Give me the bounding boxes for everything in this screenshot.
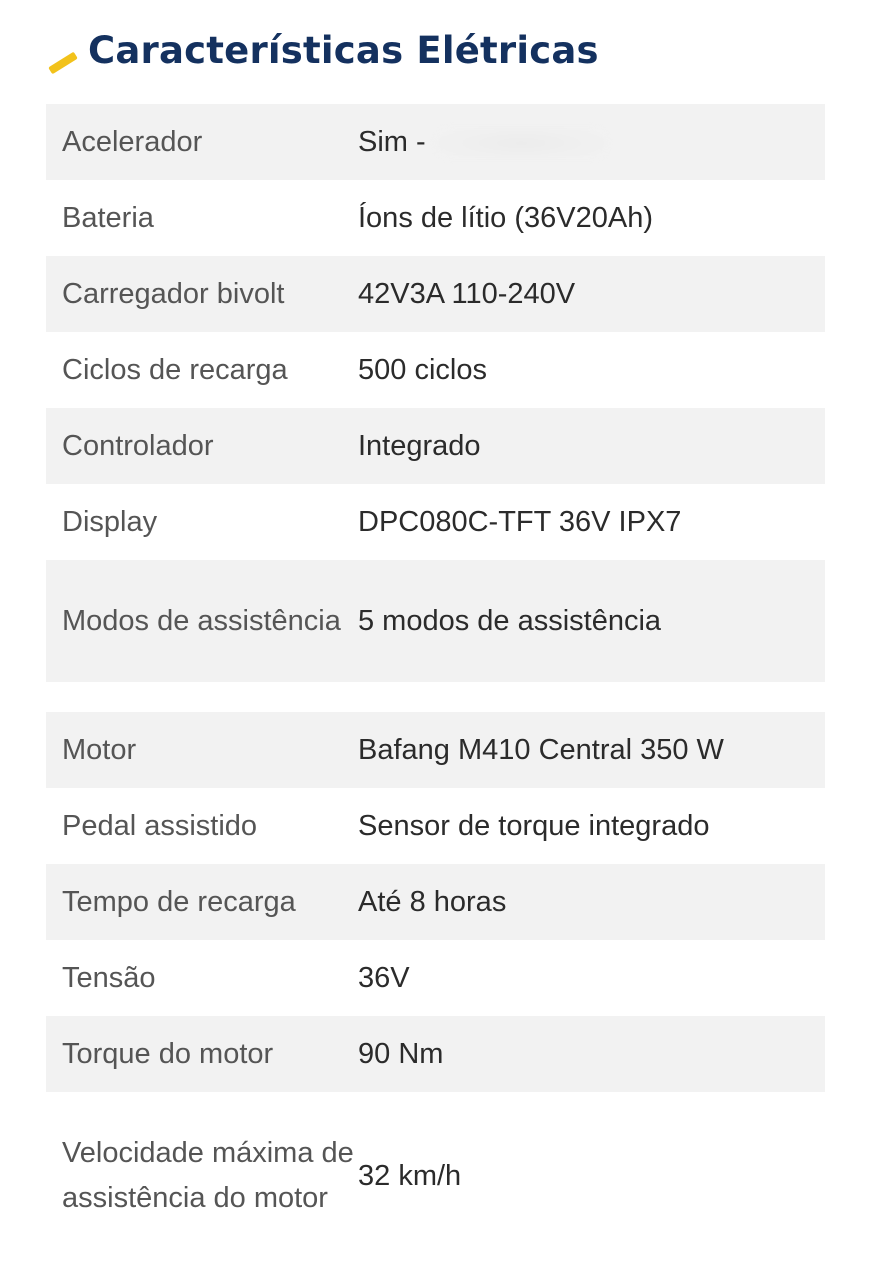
spec-label: Ciclos de recarga <box>62 353 288 386</box>
table-row <box>46 864 825 940</box>
spec-label: Controlador <box>62 429 214 462</box>
table-row <box>46 180 825 256</box>
spec-label: Torque do motor <box>62 1037 274 1070</box>
redacted-blur <box>434 126 609 160</box>
table-row <box>46 104 825 180</box>
table-row <box>46 788 825 864</box>
spec-value: 32 km/h <box>358 1159 462 1192</box>
spec-value: DPC080C-TFT 36V IPX7 <box>358 505 682 538</box>
table-row <box>46 484 825 560</box>
spec-value <box>358 120 825 165</box>
spec-label: Display <box>62 505 158 538</box>
table-row <box>46 1016 825 1092</box>
spec-value: Íons de lítio (36V20Ah) <box>358 201 654 234</box>
spec-value: 42V3A 110-240V <box>358 277 576 310</box>
accent-mark <box>48 52 78 75</box>
spec-label: Acelerador <box>62 125 203 158</box>
spec-label: Tensão <box>62 961 156 994</box>
spec-value: Bafang M410 Central 350 W <box>358 733 724 766</box>
spec-value: 36V <box>358 961 410 994</box>
spec-value-text: Sim - <box>358 125 426 158</box>
spec-value: 5 modos de assistência <box>358 604 662 637</box>
spec-value: Até 8 horas <box>358 885 507 918</box>
table-row <box>46 712 825 788</box>
spec-label: Motor <box>62 733 137 766</box>
table-row <box>46 940 825 1016</box>
spec-value: Sensor de torque integrado <box>358 809 710 842</box>
table-row <box>46 256 825 332</box>
spec-table-1 <box>46 104 825 682</box>
spec-table-2 <box>46 712 825 1260</box>
spec-label: Modos de assistência <box>62 604 341 637</box>
table-row <box>46 1092 825 1260</box>
table-row <box>46 332 825 408</box>
spec-value: Integrado <box>358 429 481 462</box>
spec-label: Tempo de recarga <box>62 885 296 918</box>
spec-label: Carregador bivolt <box>62 277 285 310</box>
spec-label: Velocidade máxima de assistência do motor <box>62 1137 354 1214</box>
spec-label: Pedal assistido <box>62 809 258 842</box>
spec-value: 500 ciclos <box>358 353 487 386</box>
section-header <box>48 20 599 80</box>
spec-label: Bateria <box>62 201 154 234</box>
spec-value: 90 Nm <box>358 1037 444 1070</box>
table-row <box>46 408 825 484</box>
section-title: Características Elétricas <box>88 28 599 72</box>
table-row <box>46 560 825 682</box>
